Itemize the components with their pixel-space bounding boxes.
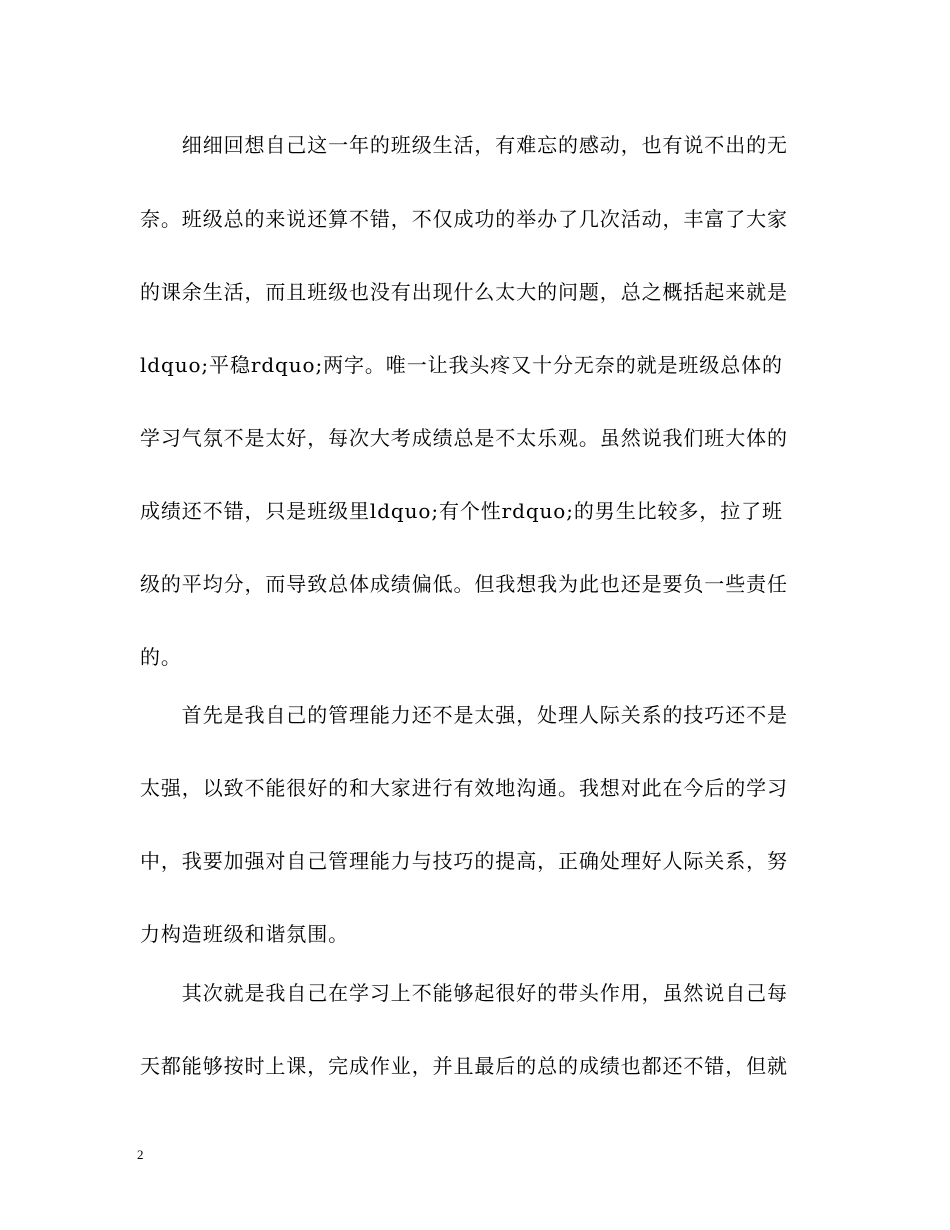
text-line: 天都能够按时上课，完成作业，并且最后的总的成绩也都还不错，但就 — [140, 1054, 788, 1078]
page-number: 2 — [137, 1147, 144, 1162]
text-line: 的。 — [140, 645, 182, 669]
text-line: ldquo;平稳rdquo;两字。唯一让我头疼又十分无奈的就是班级总体的 — [140, 353, 783, 377]
text-line: 首先是我自己的管理能力还不是太强，处理人际关系的技巧还不是 — [140, 703, 788, 727]
text-line: 级的平均分，而导致总体成绩偏低。但我想我为此也还是要负一些责任 — [140, 572, 788, 596]
text-line: 的课余生活，而且班级也没有出现什么太大的问题，总之概括起来就是 — [140, 280, 788, 304]
text-line: 力构造班级和谐氛围。 — [140, 922, 349, 946]
text-line: 太强，以致不能很好的和大家进行有效地沟通。我想对此在今后的学习 — [140, 776, 788, 800]
text-line: 成绩还不错，只是班级里ldquo;有个性rdquo;的男生比较多，拉了班 — [140, 499, 783, 523]
text-line: 中，我要加强对自己管理能力与技巧的提高，正确处理好人际关系，努 — [140, 849, 788, 873]
text-line: 细细回想自己这一年的班级生活，有难忘的感动，也有说不出的无 — [140, 133, 788, 157]
text-line: 学习气氛不是太好，每次大考成绩总是不太乐观。虽然说我们班大体的 — [140, 426, 788, 450]
text-line: 其次就是我自己在学习上不能够起很好的带头作用，虽然说自己每 — [140, 981, 788, 1005]
text-line: 奈。班级总的来说还算不错，不仅成功的举办了几次活动，丰富了大家 — [140, 207, 788, 231]
